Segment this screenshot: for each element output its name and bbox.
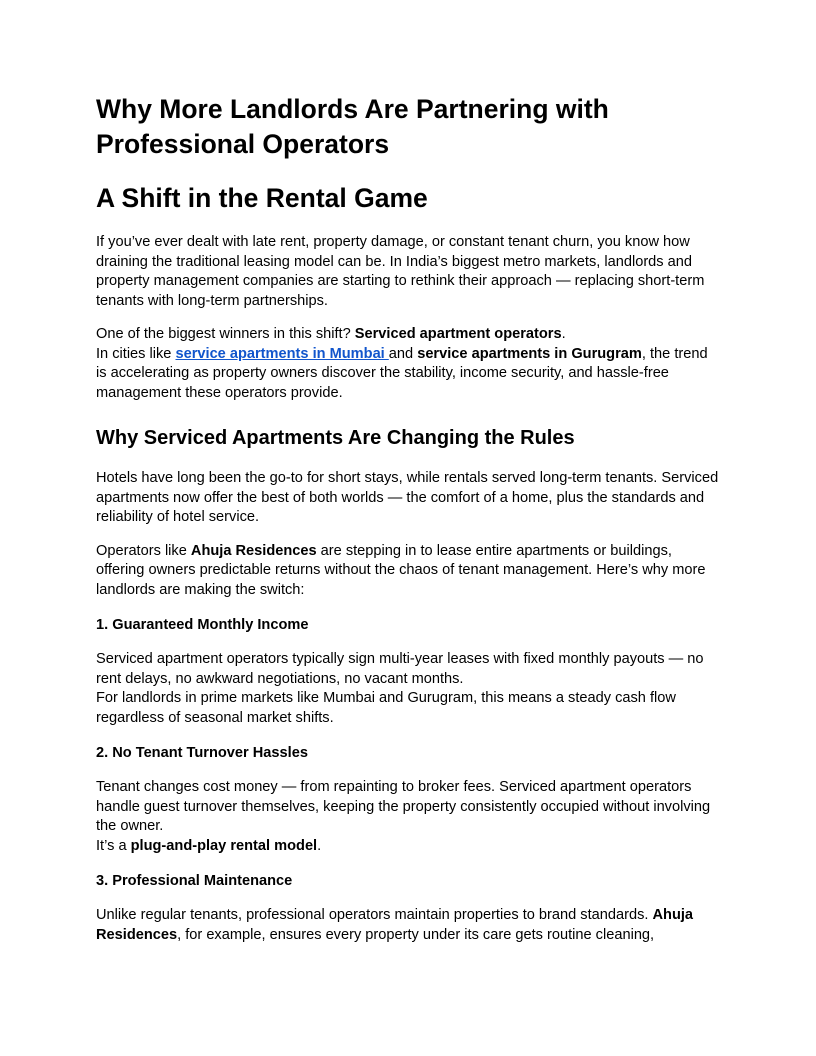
intro-paragraph: If you’ve ever dealt with late rent, property damage, or constant tenant churn, you know how draining the traditional leasing model can be. In India’s biggest metro markets, landlords and property management companies are starting to rethink their approach — replacing short-term tenants with long-term partnerships. bbox=[96, 234, 705, 309]
heading-guaranteed-income: 1. Guaranteed Monthly Income bbox=[96, 617, 309, 633]
maintenance-paragraph bbox=[96, 906, 720, 945]
winners-cities-intro: In cities like bbox=[96, 345, 176, 362]
document-page bbox=[96, 92, 720, 945]
operators-pre: Operators like bbox=[96, 542, 191, 559]
winners-bold-gurugram: service apartments in Gurugram bbox=[417, 345, 642, 362]
winners-trend-text: , the trend is accelerating as property owners discover the stability, income security, and hassle-free management these operators provide. bbox=[96, 345, 708, 401]
winners-paragraph bbox=[96, 325, 720, 403]
winners-line-2 bbox=[96, 345, 720, 404]
winners-question: One of the biggest winners in this shift? bbox=[96, 326, 355, 342]
maintenance-post: , for example, ensures every property under its care gets routine cleaning, bbox=[177, 926, 655, 943]
turnover-bold-model: plug-and-play rental model bbox=[130, 837, 318, 854]
turnover-period: . bbox=[317, 837, 322, 854]
operators-post: are stepping in to lease entire apartments or buildings, offering owners predictable returns without the chaos of tenant management. Here’s why more landlords are making the switch: bbox=[96, 542, 706, 598]
maintenance-pre: Unlike regular tenants, professional operators maintain properties to brand standards. bbox=[96, 907, 653, 923]
winners-line-1 bbox=[96, 325, 720, 345]
document-title: Why More Landlords Are Partnering with Professional Operators bbox=[96, 94, 609, 159]
income-line-1: Serviced apartment operators typically sign multi-year leases with fixed monthly payouts — no rent delays, no awkward negotiations, no vacant months. bbox=[96, 651, 704, 687]
hotels-paragraph: Hotels have long been the go-to for short stays, while rentals served long-term tenants. Serviced apartments now offer the best of both worlds — the comfort of a home, plus the standards and reliability of hotel service. bbox=[96, 470, 719, 525]
winners-period: . bbox=[561, 326, 566, 342]
heading-shift-rental-game: A Shift in the Rental Game bbox=[96, 183, 428, 213]
operators-paragraph bbox=[96, 542, 720, 601]
turnover-line-2 bbox=[96, 837, 720, 857]
income-line-2: For landlords in prime markets like Mumbai and Gurugram, this means a steady cash flow regardless of seasonal market shifts. bbox=[96, 690, 676, 726]
turnover-paragraph bbox=[96, 778, 720, 856]
turnover-line-1: Tenant changes cost money — from repainting to broker fees. Serviced apartment operators handle guest turnover themselves, keeping the property consistently occupied without involving the owner. bbox=[96, 779, 711, 834]
operators-bold-ahuja: Ahuja Residences bbox=[190, 542, 317, 559]
winners-bold-operators: Serviced apartment operators bbox=[354, 326, 562, 342]
heading-why-serviced-apartments: Why Serviced Apartments Are Changing the Rules bbox=[96, 427, 575, 449]
heading-professional-maintenance: 3. Professional Maintenance bbox=[96, 873, 293, 889]
mumbai-apartments-link[interactable]: service apartments in Mumbai bbox=[175, 345, 389, 362]
turnover-pre: It’s a bbox=[96, 837, 131, 854]
heading-no-turnover: 2. No Tenant Turnover Hassles bbox=[96, 745, 308, 761]
winners-and: and bbox=[388, 345, 418, 362]
income-paragraph bbox=[96, 650, 720, 728]
maintenance-bold-ahuja: Ahuja Residences bbox=[96, 907, 694, 943]
